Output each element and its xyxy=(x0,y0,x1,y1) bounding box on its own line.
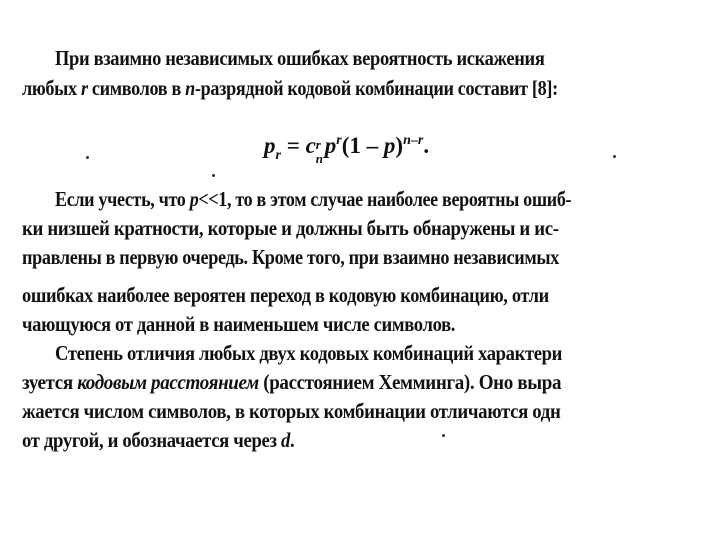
probability-formula: $p_r = c$ r n $p^r(1 - p)^{n-r}$. xyxy=(264,133,430,166)
paragraph3-line4: от другой, и обозначается через d. xyxy=(22,428,295,452)
paragraph2-line3: правлены в первую очередь. Кроме того, при взаимно независимых xyxy=(22,245,559,269)
paragraph2-line1: Если учесть, что p<<1, то в этом случае наиболее вероятны ошиб- xyxy=(55,187,572,211)
paragraph3-line3: жается числом символов, в которых комбинации отличаются одн xyxy=(22,399,561,423)
paragraph2-line4: ошибках наиболее вероятен переход в кодовую комбинацию, отли xyxy=(22,283,549,307)
paragraph1-line1: При взаимно независимых ошибках вероятность искажения xyxy=(55,46,545,70)
scan-speck xyxy=(86,156,89,159)
paragraph3-line1: Степень отличия любых двух кодовых комбинаций характери xyxy=(55,341,563,365)
paragraph2-line5: чающуюся от данной в наименьшем числе символов. xyxy=(22,312,456,336)
paragraph3-line2: зуется кодовым расстоянием (расстоянием Хемминга). Оно выра xyxy=(22,370,562,394)
scan-speck xyxy=(613,155,616,158)
scan-speck xyxy=(442,434,445,437)
scan-speck xyxy=(212,174,215,177)
paragraph2-line2: ки низшей кратности, которые и должны быть обнаружены и ис- xyxy=(22,216,559,240)
paragraph1-line2: любых r символов в n-разрядной кодовой комбинации составит [8]: xyxy=(22,76,558,100)
